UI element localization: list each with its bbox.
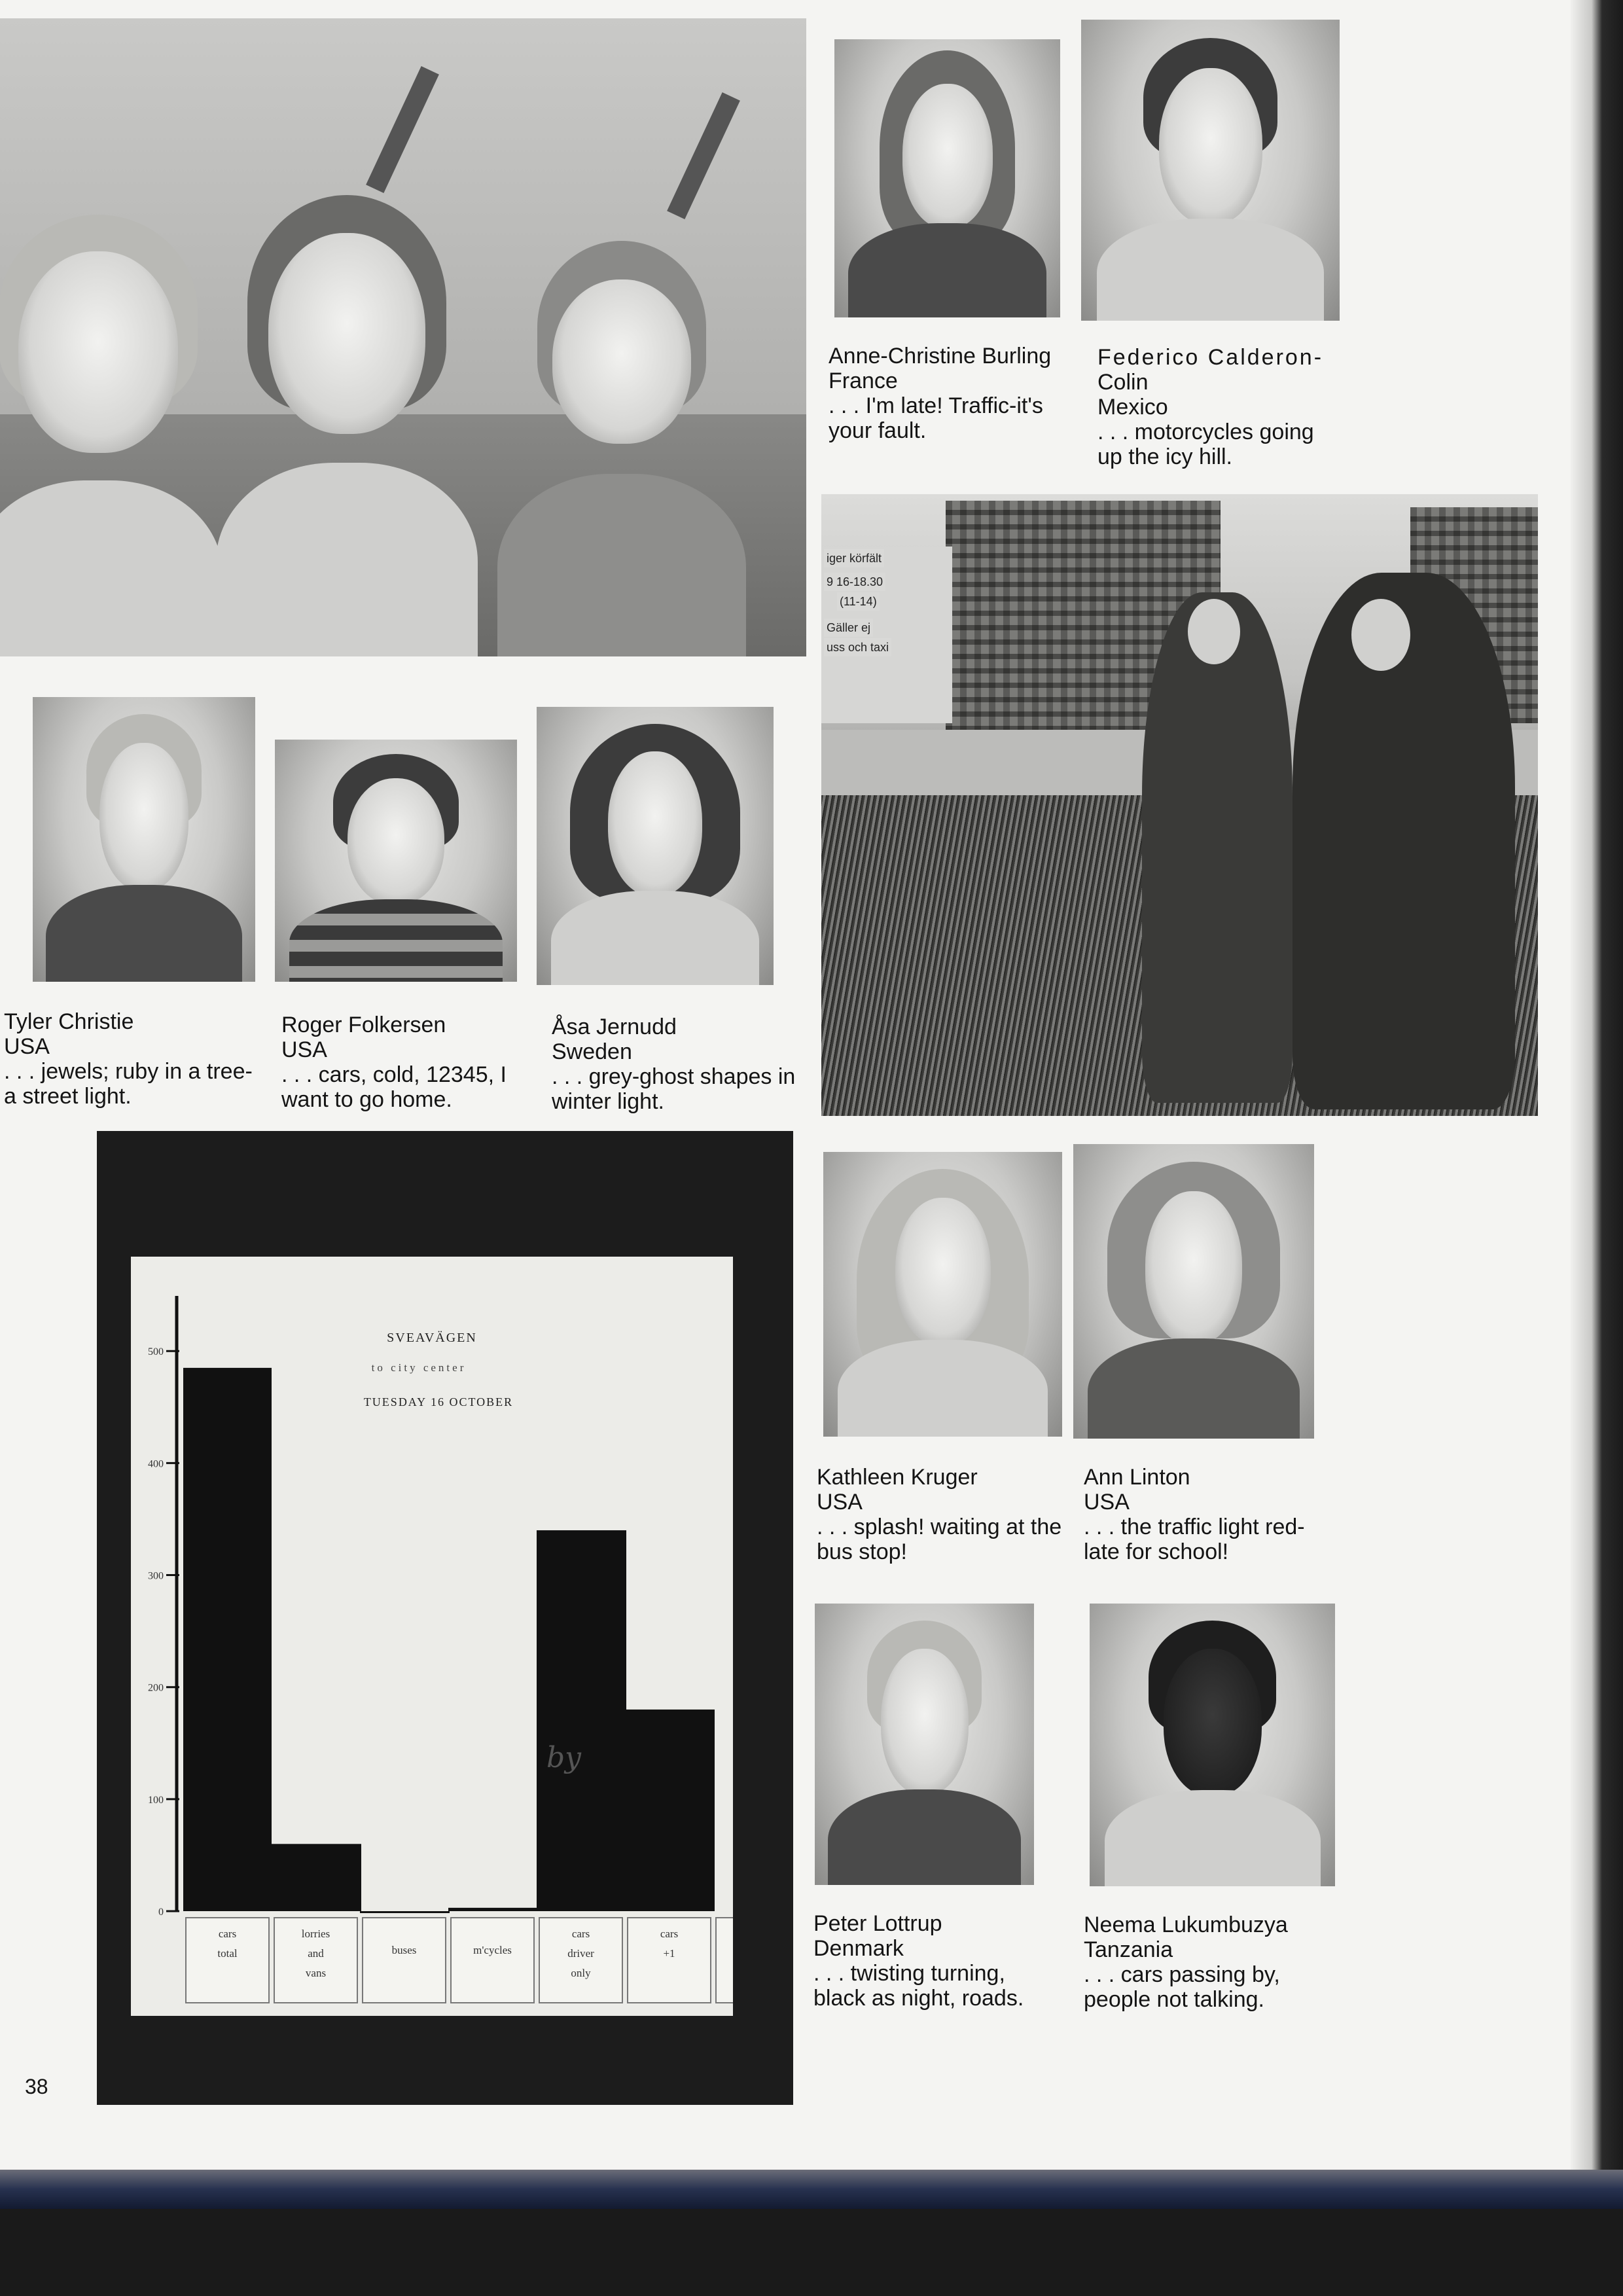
caption-country: USA xyxy=(817,1490,863,1515)
chart-annotation: by xyxy=(546,1741,582,1774)
category-label: driver xyxy=(567,1947,594,1960)
caption-quote-line: late for school! xyxy=(1084,1539,1229,1564)
portrait-kathleen xyxy=(823,1152,1062,1437)
child-figure xyxy=(0,215,223,656)
category-label: +1 xyxy=(663,1947,675,1960)
bar xyxy=(537,1530,626,1911)
caption-quote-line: winter light. xyxy=(552,1089,664,1114)
caption-quote-line: people not talking. xyxy=(1084,1987,1264,2012)
sign-board xyxy=(821,547,952,723)
caption-name: Federico Calderon- xyxy=(1097,345,1324,370)
caption-quote-line: black as night, roads. xyxy=(813,1986,1024,2011)
sign-line: 9 16-18.30 xyxy=(824,573,885,591)
caption-quote-line: . . . I'm late! Traffic-it's xyxy=(829,393,1043,418)
child-face xyxy=(1351,599,1410,671)
category-label: buses xyxy=(391,1944,417,1956)
caption-quote-line: bus stop! xyxy=(817,1539,907,1564)
category-label: and xyxy=(308,1947,324,1960)
caption-quote-line: your fault. xyxy=(829,418,927,443)
caption-quote-line: . . . the traffic light red- xyxy=(1084,1515,1305,1539)
portrait-federico xyxy=(1081,20,1340,321)
child-figure xyxy=(216,195,478,656)
caption-name: Neema Lukumbuzya xyxy=(1084,1912,1288,1937)
caption-roger xyxy=(281,1013,507,1112)
caption-quote-line: . . . twisting turning, xyxy=(813,1961,1005,1986)
portrait-asa xyxy=(537,707,774,985)
category-box xyxy=(363,1918,446,2003)
child-figure xyxy=(497,241,746,656)
category-label: cars xyxy=(571,1928,590,1940)
caption-quote-line: want to go home. xyxy=(281,1087,452,1112)
category-label: m'cycles xyxy=(473,1944,512,1956)
caption-quote-line: . . . grey-ghost shapes in xyxy=(552,1064,796,1089)
caption-kathleen xyxy=(817,1465,1061,1564)
caption-country: USA xyxy=(4,1034,50,1059)
caption-name: Tyler Christie xyxy=(4,1009,134,1034)
caption-name-continued: Colin xyxy=(1097,370,1149,395)
y-tick-label: 300 xyxy=(148,1570,164,1582)
caption-name: Kathleen Kruger xyxy=(817,1465,978,1490)
book-spine-edge xyxy=(1571,0,1623,2173)
caption-country: USA xyxy=(1084,1490,1130,1515)
category-label: vans xyxy=(305,1967,327,1979)
caption-asa xyxy=(552,1014,795,1114)
page-number: 38 xyxy=(25,2075,48,2098)
caption-neema xyxy=(1084,1912,1288,2012)
caption-country: Tanzania xyxy=(1084,1937,1173,1962)
bar xyxy=(183,1368,272,1911)
y-tick-label: 0 xyxy=(158,1907,164,1918)
portrait-neema xyxy=(1090,1604,1335,1886)
caption-country: USA xyxy=(281,1037,327,1062)
caption-quote-line: . . . splash! waiting at the xyxy=(817,1515,1062,1539)
bar xyxy=(360,1911,450,1913)
caption-country: France xyxy=(829,368,898,393)
portrait-anne-christine xyxy=(834,39,1060,317)
caption-name: Roger Folkersen xyxy=(281,1013,446,1037)
chart-date: TUESDAY 16 OCTOBER xyxy=(363,1395,514,1408)
adult-figure xyxy=(1142,592,1293,1103)
category-label: lorries xyxy=(301,1928,330,1940)
y-tick-label: 400 xyxy=(148,1458,164,1470)
portrait-ann xyxy=(1073,1144,1314,1439)
category-label: only xyxy=(571,1967,591,1979)
caption-quote-line: . . . motorcycles going xyxy=(1097,420,1314,444)
y-tick-label: 500 xyxy=(148,1346,164,1358)
portrait-peter xyxy=(815,1604,1034,1885)
caption-country: Denmark xyxy=(813,1936,904,1961)
caption-quote-line: . . . cars, cold, 12345, I xyxy=(281,1062,507,1087)
caption-quote-line: . . . jewels; ruby in a tree- xyxy=(4,1059,253,1084)
category-label: total xyxy=(217,1947,238,1960)
caption-quote-line: up the icy hill. xyxy=(1097,444,1232,469)
caption-federico xyxy=(1097,345,1323,469)
chart-subtitle: to city center xyxy=(371,1361,467,1374)
chart-title: SVEAVÄGEN xyxy=(387,1331,477,1345)
street-scene-photo xyxy=(821,494,1538,1116)
bar xyxy=(272,1844,361,1911)
caption-name: Anne-Christine Burling xyxy=(829,344,1052,368)
category-label: cars xyxy=(660,1928,679,1940)
portrait-roger xyxy=(275,740,517,982)
chart-board xyxy=(131,1257,733,2016)
y-tick-label: 200 xyxy=(148,1682,164,1694)
bar xyxy=(625,1710,715,1911)
caption-country: Mexico xyxy=(1097,395,1168,420)
book-cover-band xyxy=(0,2170,1623,2209)
caption-country: Sweden xyxy=(552,1039,632,1064)
classroom-photo xyxy=(0,18,806,656)
bar-chart xyxy=(131,1257,733,2016)
caption-peter xyxy=(813,1911,1024,2011)
traffic-chart-photo xyxy=(97,1131,793,2105)
sign-line: (11-14) xyxy=(837,592,880,611)
sign-line: iger körfält xyxy=(824,549,884,567)
sign-line: uss och taxi xyxy=(824,638,891,656)
caption-quote-line: . . . cars passing by, xyxy=(1084,1962,1280,1987)
caption-name: Åsa Jernudd xyxy=(552,1014,677,1039)
caption-name: Peter Lottrup xyxy=(813,1911,942,1936)
y-tick-label: 100 xyxy=(148,1794,164,1806)
portrait-tyler xyxy=(33,697,255,982)
sign-line: Gäller ej xyxy=(824,619,873,637)
category-box-empty xyxy=(716,1918,733,2003)
caption-tyler xyxy=(4,1009,253,1109)
caption-name: Ann Linton xyxy=(1084,1465,1190,1490)
caption-anne-christine xyxy=(829,344,1051,443)
category-box xyxy=(451,1918,534,2003)
category-label: cars xyxy=(218,1928,237,1940)
adult-face xyxy=(1188,599,1240,664)
caption-quote-line: a street light. xyxy=(4,1084,132,1109)
bar xyxy=(448,1908,538,1911)
caption-ann xyxy=(1084,1465,1305,1564)
